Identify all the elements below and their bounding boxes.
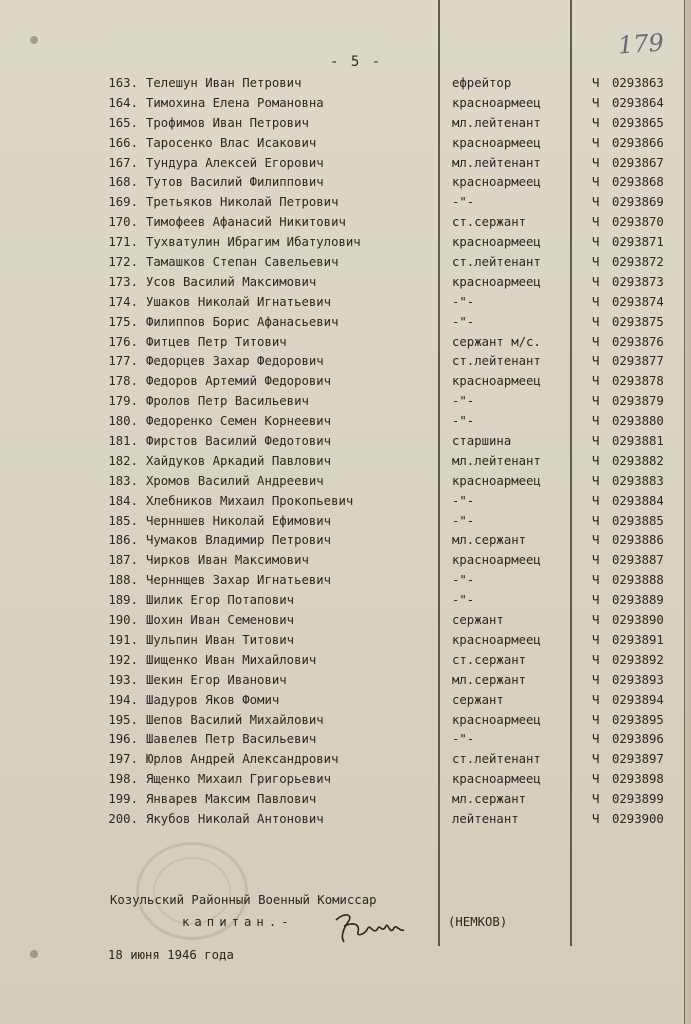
person-name: Тундура Алексей Егорович bbox=[146, 155, 324, 170]
person-name: Шилик Егор Потапович bbox=[146, 593, 295, 608]
row-number: 186. bbox=[108, 533, 138, 548]
certificate-number: 0293871 bbox=[612, 235, 664, 250]
row-number: 181. bbox=[108, 434, 138, 449]
certificate-series: Ч bbox=[592, 434, 600, 449]
person-name: Усов Василий Максимович bbox=[146, 274, 317, 289]
military-rank: красноармеец bbox=[452, 473, 541, 488]
list-row bbox=[0, 810, 691, 830]
certificate-number: 0293863 bbox=[612, 76, 664, 90]
certificate-number: 0293877 bbox=[612, 354, 664, 369]
person-name: Шищенко Иван Михайлович bbox=[146, 652, 317, 667]
row-number: 200. bbox=[108, 811, 138, 826]
certificate-series: Ч bbox=[592, 752, 600, 767]
row-number: 189. bbox=[108, 593, 138, 608]
list-row bbox=[0, 531, 691, 551]
row-number: 163. bbox=[108, 76, 138, 90]
person-name: Черннщев Захар Игнатьевич bbox=[146, 573, 332, 588]
certificate-series: Ч bbox=[592, 573, 600, 588]
certificate-series: Ч bbox=[592, 76, 600, 90]
certificate-series: Ч bbox=[592, 453, 600, 468]
military-rank: ст.лейтенант bbox=[452, 255, 541, 270]
certificate-series: Ч bbox=[592, 294, 600, 309]
row-number: 179. bbox=[108, 394, 138, 409]
certificate-series: Ч bbox=[592, 811, 600, 826]
certificate-number: 0293879 bbox=[612, 394, 664, 409]
certificate-series: Ч bbox=[592, 732, 600, 747]
row-number: 175. bbox=[108, 314, 138, 329]
person-name: Шохин Иван Семенович bbox=[146, 613, 295, 628]
certificate-series: Ч bbox=[592, 195, 600, 210]
person-name: Шепов Василий Михайлович bbox=[146, 712, 324, 727]
row-number: 188. bbox=[108, 573, 138, 588]
certificate-series: Ч bbox=[592, 394, 600, 409]
punch-hole bbox=[30, 950, 38, 958]
certificate-series: Ч bbox=[592, 473, 600, 488]
certificate-series: Ч bbox=[592, 255, 600, 270]
certificate-number: 0293898 bbox=[612, 772, 664, 787]
person-name: Третьяков Николай Петрович bbox=[146, 195, 339, 210]
certificate-series: Ч bbox=[592, 354, 600, 369]
certificate-series: Ч bbox=[592, 95, 600, 110]
certificate-series: Ч bbox=[592, 374, 600, 389]
certificate-number: 0293896 bbox=[612, 732, 664, 747]
row-number: 199. bbox=[108, 792, 138, 807]
certificate-number: 0293891 bbox=[612, 632, 664, 647]
certificate-series: Ч bbox=[592, 652, 600, 667]
military-rank: красноармеец bbox=[452, 135, 541, 150]
person-name: Филиппов Борис Афанасьевич bbox=[146, 314, 339, 329]
signatory-name: (НЕМКОВ) bbox=[448, 915, 508, 929]
military-rank: красноармеец bbox=[452, 553, 541, 568]
award-list bbox=[0, 74, 691, 830]
certificate-series: Ч bbox=[592, 235, 600, 250]
list-row bbox=[0, 173, 691, 193]
person-name: Фитцев Петр Титович bbox=[146, 334, 287, 349]
military-rank: ст.лейтенант bbox=[452, 752, 541, 767]
list-row bbox=[0, 671, 691, 691]
certificate-number: 0293874 bbox=[612, 294, 664, 309]
military-rank: -"- bbox=[452, 573, 475, 588]
row-number: 168. bbox=[108, 175, 138, 190]
document-date: 18 июня 1946 года bbox=[108, 948, 234, 962]
certificate-series: Ч bbox=[592, 593, 600, 608]
certificate-number: 0293899 bbox=[612, 792, 664, 807]
military-rank: красноармеец bbox=[452, 712, 541, 727]
row-number: 178. bbox=[108, 374, 138, 389]
list-row bbox=[0, 412, 691, 432]
certificate-number: 0293882 bbox=[612, 453, 664, 468]
list-row bbox=[0, 611, 691, 631]
military-rank: ст.сержант bbox=[452, 215, 527, 230]
certificate-series: Ч bbox=[592, 632, 600, 647]
certificate-series: Ч bbox=[592, 672, 600, 687]
list-row bbox=[0, 591, 691, 611]
person-name: Трофимов Иван Петрович bbox=[146, 115, 309, 130]
row-number: 164. bbox=[108, 95, 138, 110]
military-rank: красноармеец bbox=[452, 95, 541, 110]
row-number: 195. bbox=[108, 712, 138, 727]
military-rank: мл.сержант bbox=[452, 533, 527, 548]
certificate-number: 0293865 bbox=[612, 115, 664, 130]
certificate-number: 0293895 bbox=[612, 712, 664, 727]
military-rank: мл.сержант bbox=[452, 792, 527, 807]
row-number: 174. bbox=[108, 294, 138, 309]
list-row bbox=[0, 293, 691, 313]
list-row bbox=[0, 213, 691, 233]
row-number: 194. bbox=[108, 692, 138, 707]
military-rank: -"- bbox=[452, 593, 475, 608]
row-number: 190. bbox=[108, 613, 138, 628]
certificate-number: 0293880 bbox=[612, 414, 664, 429]
certificate-series: Ч bbox=[592, 155, 600, 170]
certificate-series: Ч bbox=[592, 792, 600, 807]
list-row bbox=[0, 134, 691, 154]
certificate-series: Ч bbox=[592, 115, 600, 130]
certificate-number: 0293869 bbox=[612, 195, 664, 210]
certificate-number: 0293897 bbox=[612, 752, 664, 767]
person-name: Ященко Михаил Григорьевич bbox=[146, 772, 332, 787]
person-name: Юрлов Андрей Александрович bbox=[146, 752, 339, 767]
row-number: 196. bbox=[108, 732, 138, 747]
list-row bbox=[0, 452, 691, 472]
certificate-number: 0293878 bbox=[612, 374, 664, 389]
certificate-number: 0293894 bbox=[612, 692, 664, 707]
row-number: 193. bbox=[108, 672, 138, 687]
row-number: 191. bbox=[108, 632, 138, 647]
military-rank: мл.сержант bbox=[452, 672, 527, 687]
list-row bbox=[0, 651, 691, 671]
certificate-series: Ч bbox=[592, 334, 600, 349]
person-name: Якубов Николай Антонович bbox=[146, 811, 324, 826]
military-rank: -"- bbox=[452, 394, 475, 409]
certificate-series: Ч bbox=[592, 533, 600, 548]
military-rank: лейтенант bbox=[452, 811, 519, 826]
list-row bbox=[0, 114, 691, 134]
certificate-series: Ч bbox=[592, 135, 600, 150]
military-rank: -"- bbox=[452, 414, 475, 429]
certificate-number: 0293887 bbox=[612, 553, 664, 568]
list-row bbox=[0, 750, 691, 770]
certificate-series: Ч bbox=[592, 215, 600, 230]
person-name: Шекин Егор Иванович bbox=[146, 672, 287, 687]
certificate-number: 0293872 bbox=[612, 255, 664, 270]
military-rank: -"- bbox=[452, 294, 475, 309]
certificate-series: Ч bbox=[592, 493, 600, 508]
list-row bbox=[0, 333, 691, 353]
list-row bbox=[0, 253, 691, 273]
certificate-number: 0293889 bbox=[612, 593, 664, 608]
military-rank: красноармеец bbox=[452, 175, 541, 190]
certificate-number: 0293866 bbox=[612, 135, 664, 150]
person-name: Шадуров Яков Фомич bbox=[146, 692, 280, 707]
certificate-series: Ч bbox=[592, 772, 600, 787]
row-number: 172. bbox=[108, 255, 138, 270]
punch-hole bbox=[30, 36, 38, 44]
person-name: Тимохина Елена Романовна bbox=[146, 95, 324, 110]
military-rank: красноармеец bbox=[452, 772, 541, 787]
military-rank: ст.сержант bbox=[452, 652, 527, 667]
military-rank: красноармеец bbox=[452, 235, 541, 250]
list-row bbox=[0, 711, 691, 731]
list-row bbox=[0, 193, 691, 213]
certificate-number: 0293893 bbox=[612, 672, 664, 687]
certificate-series: Ч bbox=[592, 513, 600, 528]
person-name: Хромов Василий Андреевич bbox=[146, 473, 324, 488]
certificate-number: 0293892 bbox=[612, 652, 664, 667]
military-rank: -"- bbox=[452, 195, 475, 210]
row-number: 198. bbox=[108, 772, 138, 787]
person-name: Шавелев Петр Васильевич bbox=[146, 732, 317, 747]
certificate-series: Ч bbox=[592, 613, 600, 628]
certificate-number: 0293886 bbox=[612, 533, 664, 548]
person-name: Хайдуков Аркадий Павлович bbox=[146, 453, 332, 468]
person-name: Телешун Иван Петрович bbox=[146, 76, 302, 90]
military-rank: мл.лейтенант bbox=[452, 453, 541, 468]
certificate-number: 0293867 bbox=[612, 155, 664, 170]
signatory-rank: капитан.- bbox=[182, 915, 294, 929]
military-rank: -"- bbox=[452, 513, 475, 528]
certificate-series: Ч bbox=[592, 274, 600, 289]
list-row bbox=[0, 94, 691, 114]
person-name: Хлебников Михаил Прокопьевич bbox=[146, 493, 354, 508]
certificate-number: 0293873 bbox=[612, 274, 664, 289]
list-row bbox=[0, 313, 691, 333]
certificate-number: 0293883 bbox=[612, 473, 664, 488]
certificate-number: 0293884 bbox=[612, 493, 664, 508]
row-number: 185. bbox=[108, 513, 138, 528]
list-row bbox=[0, 154, 691, 174]
list-row bbox=[0, 432, 691, 452]
person-name: Федорцев Захар Федорович bbox=[146, 354, 324, 369]
military-rank: -"- bbox=[452, 314, 475, 329]
archive-page-number: 179 bbox=[617, 28, 665, 60]
person-name: Чирков Иван Максимович bbox=[146, 553, 309, 568]
handwritten-signature bbox=[330, 906, 410, 946]
certificate-number: 0293881 bbox=[612, 434, 664, 449]
military-rank: сержант bbox=[452, 692, 504, 707]
certificate-number: 0293890 bbox=[612, 613, 664, 628]
list-row bbox=[0, 571, 691, 591]
list-row bbox=[0, 352, 691, 372]
signatory-title: Козульский Районный Военный Комиссар bbox=[110, 893, 377, 907]
row-number: 171. bbox=[108, 235, 138, 250]
person-name: Тутов Василий Филиппович bbox=[146, 175, 324, 190]
military-rank: красноармеец bbox=[452, 274, 541, 289]
row-number: 187. bbox=[108, 553, 138, 568]
list-row bbox=[0, 74, 691, 94]
military-rank: старшина bbox=[452, 434, 512, 449]
row-number: 177. bbox=[108, 354, 138, 369]
person-name: Фирстов Василий Федотович bbox=[146, 434, 332, 449]
certificate-number: 0293875 bbox=[612, 314, 664, 329]
row-number: 173. bbox=[108, 274, 138, 289]
list-row bbox=[0, 631, 691, 651]
row-number: 169. bbox=[108, 195, 138, 210]
person-name: Фролов Петр Васильевич bbox=[146, 394, 309, 409]
certificate-series: Ч bbox=[592, 314, 600, 329]
row-number: 176. bbox=[108, 334, 138, 349]
row-number: 180. bbox=[108, 414, 138, 429]
certificate-number: 0293864 bbox=[612, 95, 664, 110]
list-row bbox=[0, 233, 691, 253]
certificate-series: Ч bbox=[592, 712, 600, 727]
military-rank: мл.лейтенант bbox=[452, 155, 541, 170]
list-row bbox=[0, 691, 691, 711]
certificate-series: Ч bbox=[592, 414, 600, 429]
military-rank: ефрейтор bbox=[452, 76, 512, 90]
certificate-number: 0293870 bbox=[612, 215, 664, 230]
person-name: Чернншев Николай Ефимович bbox=[146, 513, 332, 528]
military-rank: сержант м/с. bbox=[452, 334, 541, 349]
person-name: Январев Максим Павлович bbox=[146, 792, 317, 807]
list-row bbox=[0, 492, 691, 512]
person-name: Тухватулин Ибрагим Ибатулович bbox=[146, 235, 361, 250]
row-number: 166. bbox=[108, 135, 138, 150]
military-rank: -"- bbox=[452, 732, 475, 747]
page-edge bbox=[684, 0, 687, 1024]
military-rank: мл.лейтенант bbox=[452, 115, 541, 130]
list-row bbox=[0, 790, 691, 810]
person-name: Таросенко Влас Исакович bbox=[146, 135, 317, 150]
list-row bbox=[0, 551, 691, 571]
list-row bbox=[0, 392, 691, 412]
list-row bbox=[0, 273, 691, 293]
row-number: 170. bbox=[108, 215, 138, 230]
certificate-number: 0293868 bbox=[612, 175, 664, 190]
military-rank: сержант bbox=[452, 613, 504, 628]
military-rank: ст.лейтенант bbox=[452, 354, 541, 369]
list-row bbox=[0, 472, 691, 492]
row-number: 165. bbox=[108, 115, 138, 130]
certificate-number: 0293900 bbox=[612, 811, 664, 826]
certificate-series: Ч bbox=[592, 692, 600, 707]
list-row bbox=[0, 770, 691, 790]
military-rank: -"- bbox=[452, 493, 475, 508]
row-number: 167. bbox=[108, 155, 138, 170]
person-name: Федоров Артемий Федорович bbox=[146, 374, 332, 389]
certificate-series: Ч bbox=[592, 175, 600, 190]
person-name: Федоренко Семен Корнеевич bbox=[146, 414, 332, 429]
certificate-number: 0293888 bbox=[612, 573, 664, 588]
person-name: Ушаков Николай Игнатьевич bbox=[146, 294, 332, 309]
row-number: 183. bbox=[108, 473, 138, 488]
person-name: Тимофеев Афанасий Никитович bbox=[146, 215, 346, 230]
list-row bbox=[0, 730, 691, 750]
row-number: 192. bbox=[108, 652, 138, 667]
person-name: Чумаков Владимир Петрович bbox=[146, 533, 332, 548]
certificate-number: 0293876 bbox=[612, 334, 664, 349]
military-rank: красноармеец bbox=[452, 632, 541, 647]
person-name: Тамашков Степан Савельевич bbox=[146, 255, 339, 270]
list-row bbox=[0, 372, 691, 392]
person-name: Шульпин Иван Титович bbox=[146, 632, 295, 647]
row-number: 182. bbox=[108, 453, 138, 468]
military-rank: красноармеец bbox=[452, 374, 541, 389]
certificate-series: Ч bbox=[592, 553, 600, 568]
row-number: 184. bbox=[108, 493, 138, 508]
row-number: 197. bbox=[108, 752, 138, 767]
list-row bbox=[0, 512, 691, 532]
certificate-number: 0293885 bbox=[612, 513, 664, 528]
page-number: - 5 - bbox=[330, 54, 383, 70]
